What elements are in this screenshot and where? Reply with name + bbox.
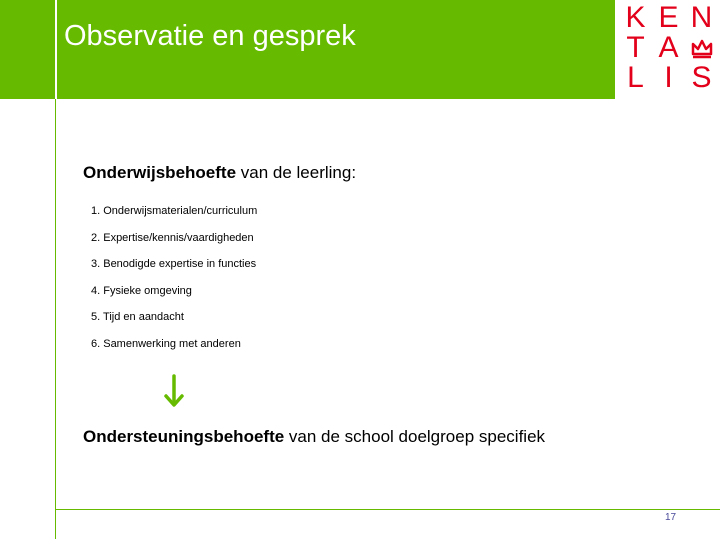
list-item: 4. Fysieke omgeving <box>91 284 192 297</box>
heading-bold: Ondersteuningsbehoefte <box>83 427 285 446</box>
list-item: 6. Samenwerking met anderen <box>91 337 241 350</box>
logo-letter: E <box>658 1 679 34</box>
header-divider <box>55 0 57 99</box>
arrow-down-icon <box>163 374 185 408</box>
logo-letter: L <box>627 61 644 94</box>
list-item: 5. Tijd en aandacht <box>91 311 184 323</box>
slide-header <box>0 0 720 99</box>
heading-rest: van de school doelgroep specifiek <box>284 427 546 446</box>
left-border-line <box>55 99 56 539</box>
heading-rest: van de leerling: <box>236 163 357 182</box>
needs-list <box>91 204 257 363</box>
kentalis-logo <box>615 0 720 99</box>
heading-bold: Onderwijsbehoefte <box>83 163 237 182</box>
slide-title: Observatie en gesprek <box>64 20 356 52</box>
page-number: 17 <box>665 512 677 523</box>
list-item: 3. Benodigde expertise in functies <box>91 258 257 270</box>
logo-letter: I <box>664 61 673 94</box>
logo-letter: T <box>626 31 645 64</box>
logo-letter: N <box>690 1 713 34</box>
footer-divider <box>55 509 720 510</box>
logo-letter: A <box>658 31 679 64</box>
list-item: 1. Onderwijsmaterialen/curriculum <box>91 205 258 217</box>
logo-letter: S <box>691 61 712 94</box>
crown-icon <box>687 33 716 63</box>
logo-letter: K <box>625 1 646 34</box>
list-item: 2. Expertise/kennis/vaardigheden <box>91 231 254 244</box>
heading-onderwijsbehoefte <box>83 163 356 183</box>
heading-ondersteuningsbehoefte <box>83 427 545 447</box>
